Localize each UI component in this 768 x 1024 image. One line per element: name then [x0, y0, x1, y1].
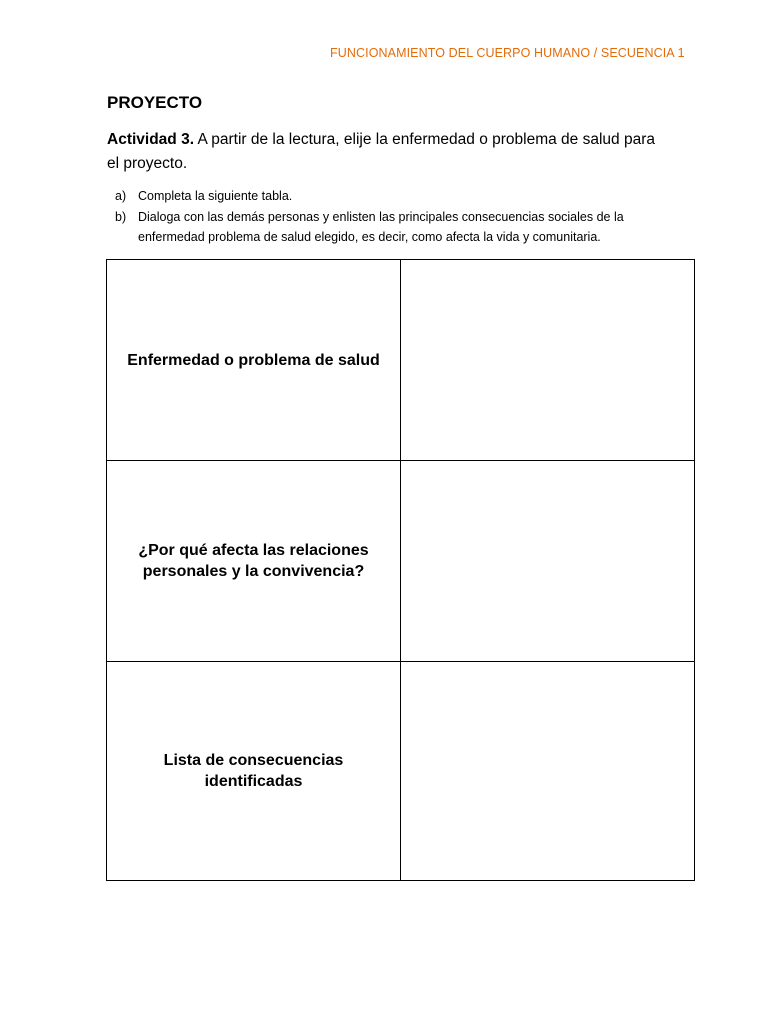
- answer-cell[interactable]: [401, 260, 695, 461]
- instruction-marker: a): [115, 189, 127, 203]
- instruction-list: [115, 186, 685, 248]
- row-label: ¿Por qué afecta las relaciones personales y la convivencia?: [107, 461, 401, 662]
- worksheet-table: [106, 259, 695, 881]
- instruction-text: Completa la siguiente tabla.: [138, 189, 293, 203]
- instruction-item: [115, 207, 685, 248]
- table-row: [107, 461, 695, 662]
- table-row: [107, 260, 695, 461]
- activity-prompt: [107, 128, 667, 176]
- instruction-marker: b): [115, 209, 127, 224]
- table-row: [107, 662, 695, 881]
- activity-text: A partir de la lectura, elije la enfermedad o problema de salud para el proyecto.: [107, 131, 655, 172]
- row-label: Lista de consecuencias identificadas: [107, 662, 401, 881]
- running-header: FUNCIONAMIENTO DEL CUERPO HUMANO / SECUENCIA 1: [330, 46, 685, 60]
- answer-cell[interactable]: [401, 461, 695, 662]
- section-title: PROYECTO: [107, 93, 203, 112]
- row-label: Enfermedad o problema de salud: [107, 260, 401, 461]
- activity-label: Actividad 3.: [107, 131, 194, 148]
- instruction-text: Dialoga con las demás personas y enlisten las principales consecuencias sociales de la enfermedad problema de salud elegido, es decir, como afecta la vida y comunitaria.: [138, 209, 624, 244]
- answer-cell[interactable]: [401, 662, 695, 881]
- instruction-item: [115, 186, 685, 207]
